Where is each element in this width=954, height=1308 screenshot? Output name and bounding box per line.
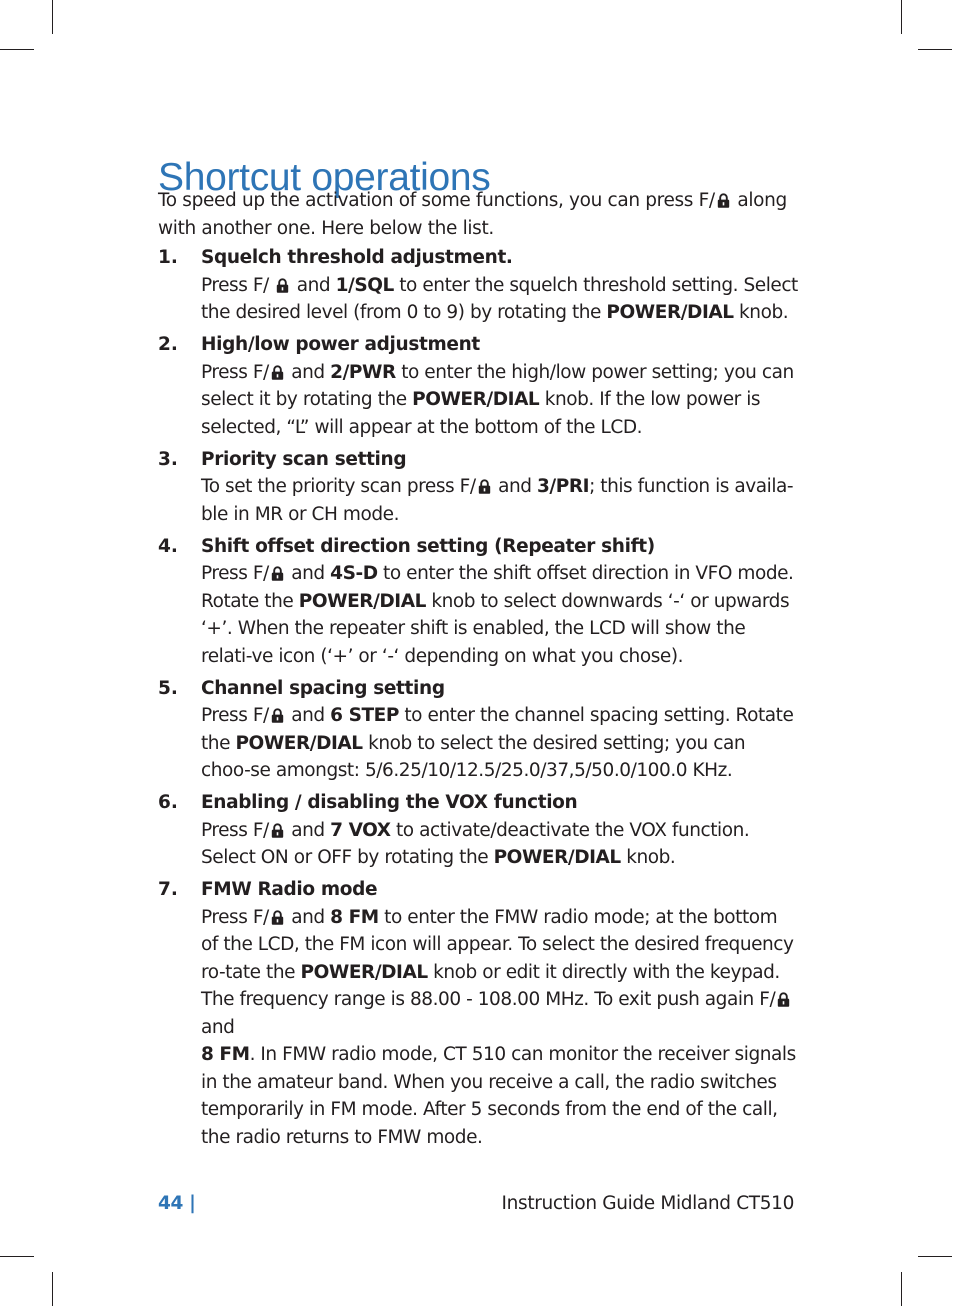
padlock-icon xyxy=(271,566,284,581)
crop-mark xyxy=(901,1272,902,1306)
item-body: Press F/ and 2/PWR to enter the high/low power setting; you can select it by rotating the POWER/DIAL knob. If the low power is selected, “L” will appear at the bottom of the LCD. xyxy=(201,361,794,438)
padlock-icon xyxy=(271,708,284,723)
list-item xyxy=(158,533,798,671)
item-number: 1. xyxy=(158,247,178,268)
crop-mark xyxy=(0,49,34,50)
item-heading: Priority scan setting xyxy=(201,448,407,470)
key-label: 1/SQL xyxy=(335,274,394,296)
crop-mark xyxy=(52,1272,53,1306)
crop-mark xyxy=(0,1256,34,1257)
intro-text: To speed up the activation of some functions, you can press F/ along with another one. Here below the list. xyxy=(158,190,787,239)
item-number: 7. xyxy=(158,879,178,900)
padlock-icon xyxy=(777,992,790,1007)
item-heading: FMW Radio mode xyxy=(201,879,378,900)
key-label: 7 VOX xyxy=(330,819,391,841)
knob-label: POWER/DIAL xyxy=(298,590,426,612)
item-heading: Shift offset direction setting (Repeater shift) xyxy=(201,535,655,557)
key-label: 8 FM xyxy=(201,1044,250,1065)
crop-mark xyxy=(918,49,952,50)
key-label: 6 STEP xyxy=(330,705,399,726)
key-label: 8 FM xyxy=(330,906,379,928)
list-item xyxy=(158,446,798,529)
knob-label: POWER/DIAL xyxy=(606,302,734,323)
item-heading: High/low power adjustment xyxy=(201,334,480,355)
knob-label: POWER/DIAL xyxy=(412,389,540,410)
knob-label: POWER/DIAL xyxy=(235,732,363,754)
padlock-icon xyxy=(717,193,730,208)
item-heading: Enabling / disabling the VOX function xyxy=(201,792,578,813)
list-item xyxy=(158,675,798,785)
item-number: 6. xyxy=(158,792,178,813)
page-number: 44 | xyxy=(158,1193,196,1214)
item-body: Press F/ and 1/SQL to enter the squelch threshold setting. Select the desired level (from 0 to 9) by rotating the POWER/DIAL knob. xyxy=(201,274,798,323)
page-title: Shortcut operations xyxy=(158,156,491,200)
list-item xyxy=(158,876,798,1151)
padlock-icon xyxy=(276,278,289,293)
item-number: 3. xyxy=(158,448,178,470)
item-number: 5. xyxy=(158,677,178,699)
item-number: 2. xyxy=(158,334,178,355)
item-heading: Squelch threshold adjustment. xyxy=(201,247,513,268)
padlock-icon xyxy=(478,479,491,494)
key-label: 2/PWR xyxy=(330,361,396,383)
key-label: 4S-D xyxy=(330,563,378,584)
guide-title: Instruction Guide Midland CT510 xyxy=(501,1193,794,1214)
item-number: 4. xyxy=(158,535,178,557)
page-footer xyxy=(158,1193,794,1221)
list-item xyxy=(158,331,798,441)
key-label: 3/PRI xyxy=(536,476,590,497)
item-body: To set the priority scan press F/ and 3/PRI; this function is availa-ble in MR or CH mode. xyxy=(201,476,794,525)
knob-label: POWER/DIAL xyxy=(493,847,621,868)
item-body: Press F/ and 6 STEP to enter the channel spacing setting. Rotate the POWER/DIAL knob to select the desired setting; you can choo-se amongst: 5/6.25/10/12.5/25.0/37,5/50.0/100.0 KHz. xyxy=(201,705,794,781)
padlock-icon xyxy=(271,823,284,838)
list-item xyxy=(158,789,798,872)
item-heading: Channel spacing setting xyxy=(201,677,445,699)
shortcut-list xyxy=(158,244,798,1156)
item-body: Press F/ and 4S-D to enter the shift offset direction in VFO mode. Rotate the POWER/DIAL knob to select downwards ‘-‘ or upwards ‘+’. When the repeater shift is enabled, the LCD will show the relati-ve icon (‘+’ or ‘-‘ depending on what you chose). xyxy=(201,563,794,667)
padlock-icon xyxy=(271,365,284,380)
item-body: Press F/ and 8 FM to enter the FMW radio mode; at the bottom of the LCD, the FM icon will appear. To select the desired frequency ro-tate the POWER/DIAL knob or edit it directly with the keypad. The frequency range is 88.00 - 108.00 MHz. To exit push again F/ and 8 FM. In FMW radio mode, CT 510 can monitor the receiver signals in the amateur band. When you receive a call, the radio switches temporarily in FM mode. After 5 seconds from the end of the call, the radio returns to FMW mode. xyxy=(201,906,796,1148)
item-body: Press F/ and 7 VOX to activate/deactivate the VOX function. Select ON or OFF by rotating the POWER/DIAL knob. xyxy=(201,819,750,868)
knob-label: POWER/DIAL xyxy=(300,961,428,983)
list-item xyxy=(158,244,798,327)
crop-mark xyxy=(52,0,53,34)
crop-mark xyxy=(901,0,902,34)
crop-mark xyxy=(918,1256,952,1257)
padlock-icon xyxy=(271,910,284,925)
